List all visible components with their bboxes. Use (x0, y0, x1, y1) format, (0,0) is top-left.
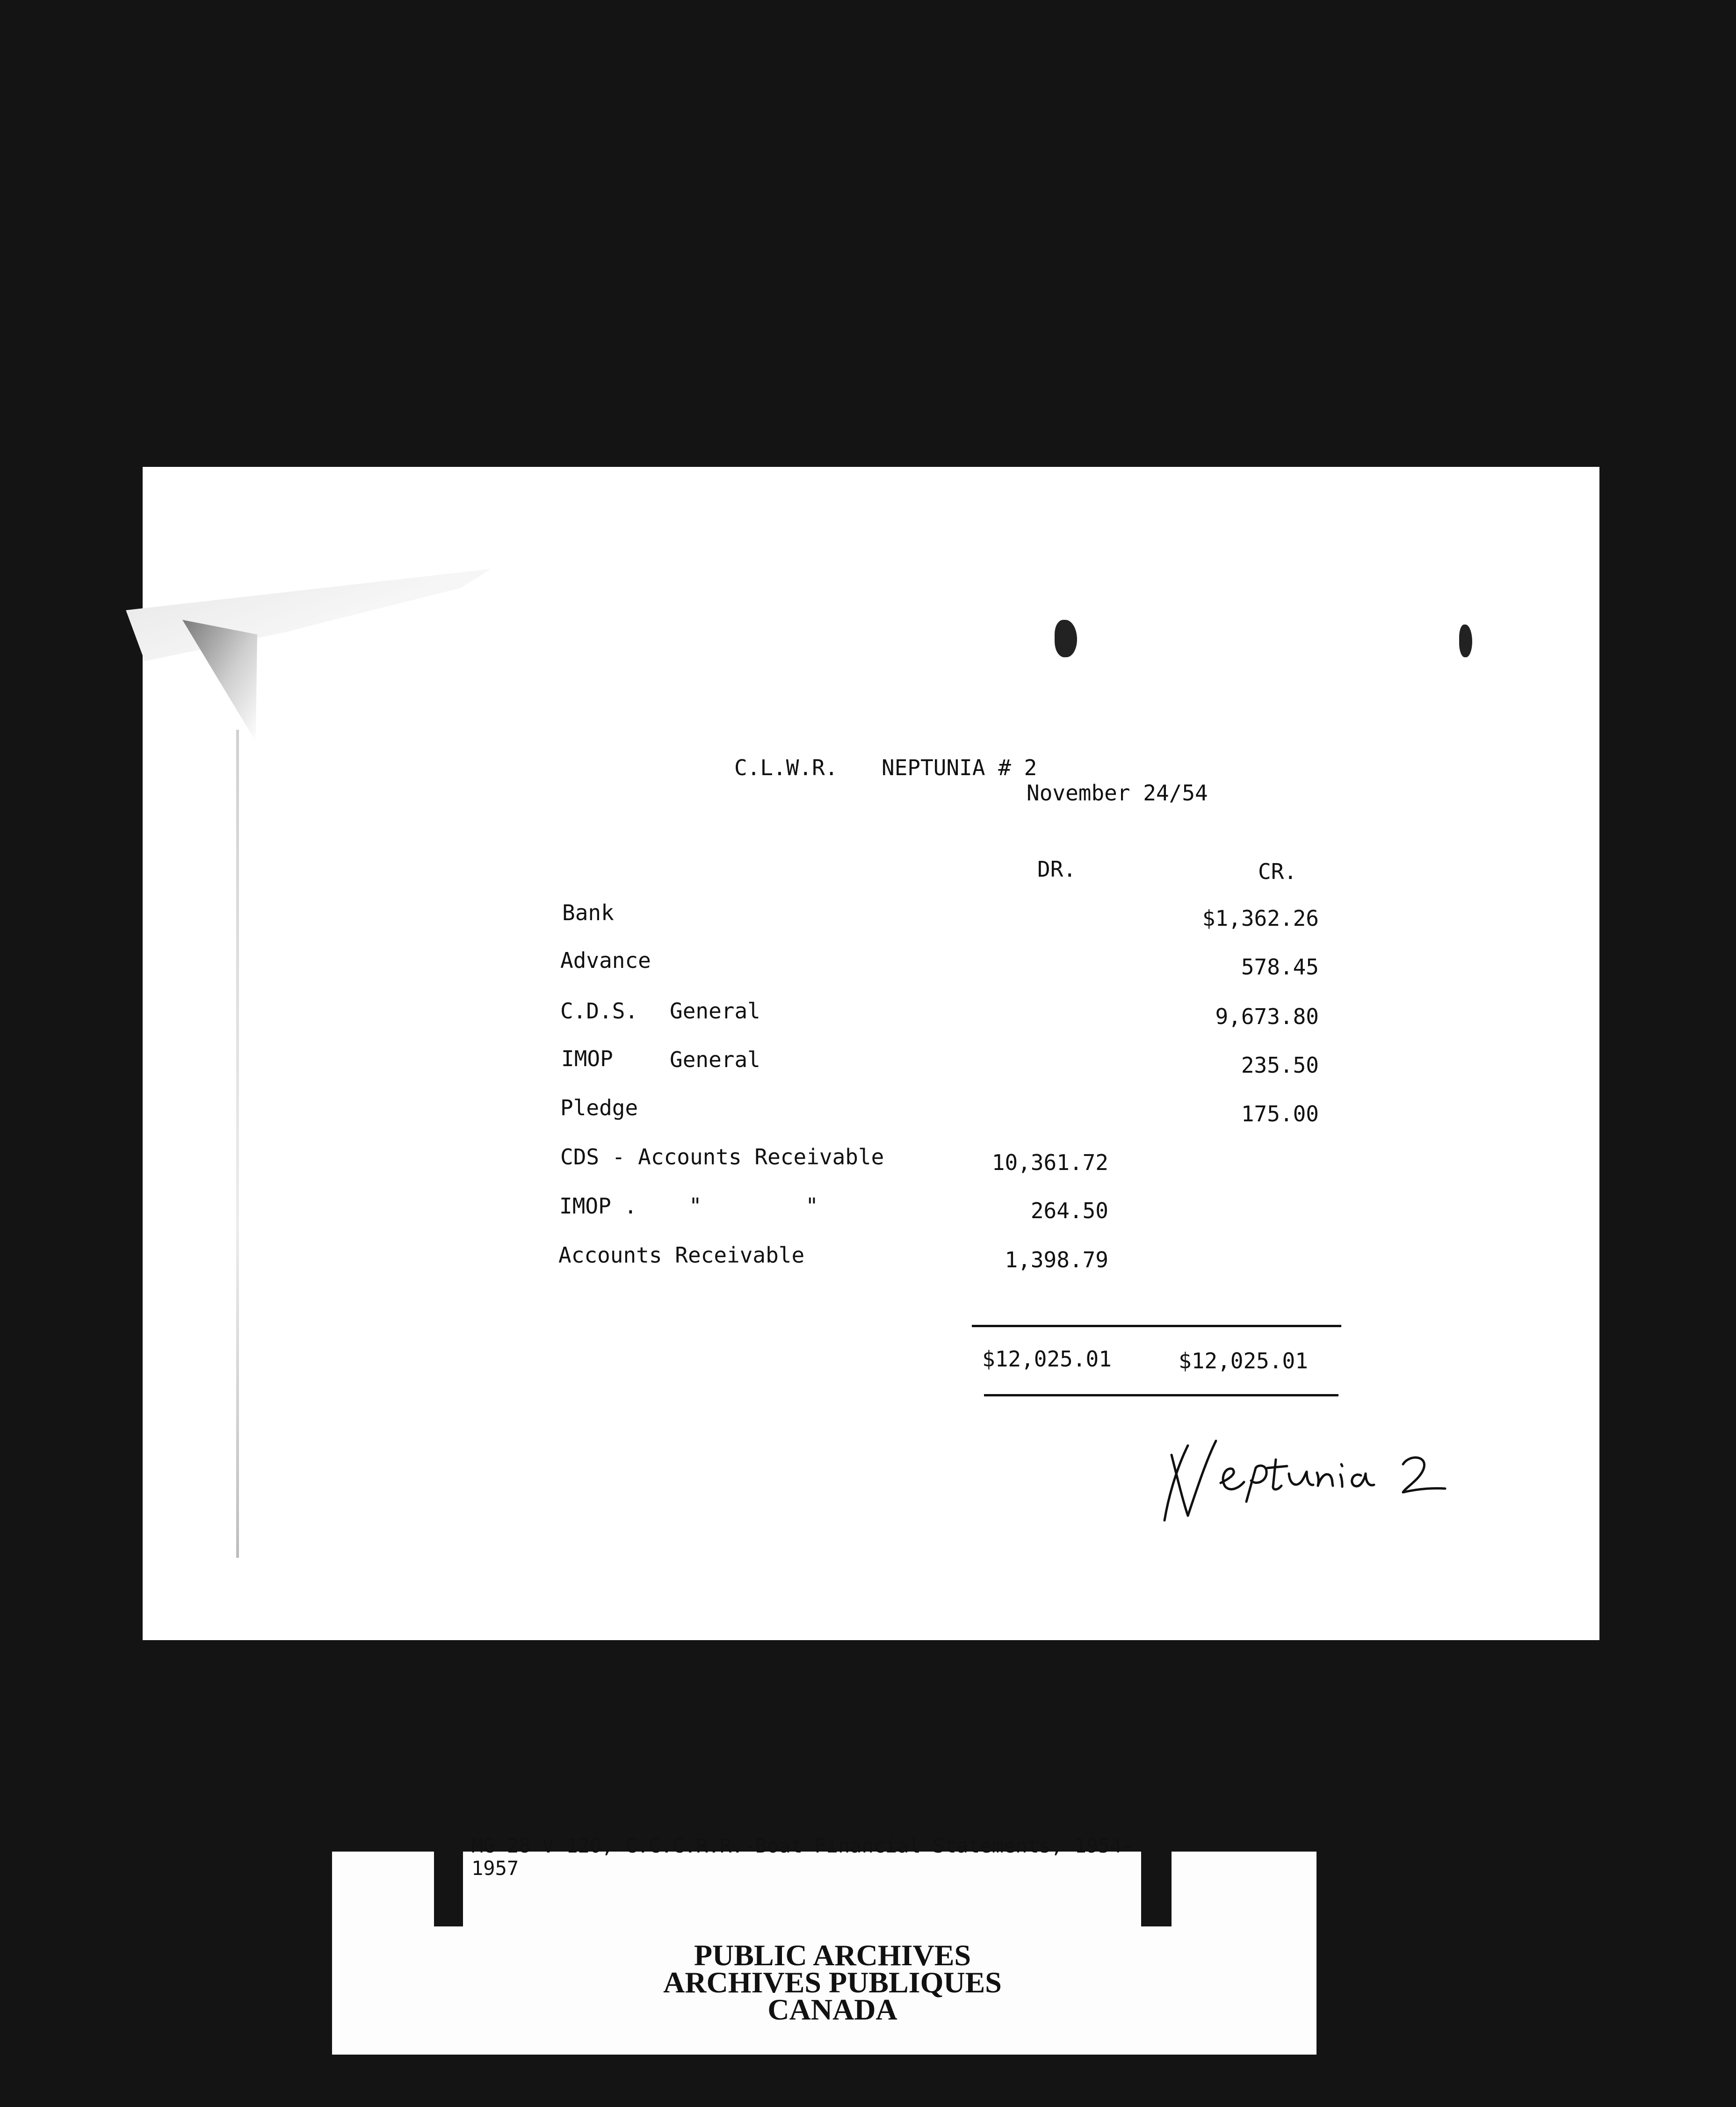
total-dr: $12,025.01 (982, 1346, 1112, 1372)
vessel-name: NEPTUNIA # 2 (882, 755, 1037, 780)
row-cr: 9,673.80 (1215, 1004, 1319, 1029)
row-account: IMOP . " " (559, 1193, 818, 1219)
row-account: C.D.S. (560, 998, 638, 1024)
row-dr: 264.50 (1030, 1198, 1108, 1223)
row-dr: 10,361.72 (991, 1150, 1108, 1175)
row-account: CDS - Accounts Receivable (560, 1144, 884, 1170)
ink-blot (1459, 625, 1472, 657)
row-sub: General (670, 1047, 760, 1072)
handwritten-note (1150, 1427, 1454, 1530)
row-cr: 175.00 (1241, 1101, 1319, 1126)
org-name: C.L.W.R. (734, 755, 838, 780)
total-rule-bottom (984, 1394, 1338, 1396)
row-account: Pledge (560, 1095, 638, 1120)
row-account: IMOP (561, 1046, 613, 1071)
label-tab (1141, 1852, 1172, 1926)
row-sub: General (670, 998, 760, 1024)
stamp-line: ARCHIVES PUBLIQUES (663, 1966, 1002, 1999)
archive-reference: MG 28 V 120, C.C.C.R.R.-Boat Financial Statements, 1954-1957 (471, 1834, 1134, 1880)
row-cr: 235.50 (1241, 1053, 1319, 1078)
cr-heading: CR. (1258, 859, 1297, 884)
row-dr: 1,398.79 (1005, 1247, 1108, 1272)
left-crease (236, 730, 239, 1558)
stamp-line: PUBLIC ARCHIVES (694, 1939, 971, 1972)
ink-blot (1055, 620, 1077, 657)
row-cr: $1,362.26 (1202, 906, 1319, 931)
label-tab (434, 1852, 463, 1926)
row-account: Accounts Receivable (558, 1242, 805, 1268)
dr-heading: DR. (1037, 857, 1077, 882)
stamp-line: CANADA (767, 1993, 897, 2026)
row-cr: 578.45 (1241, 954, 1319, 980)
statement-date: November 24/54 (1027, 780, 1208, 806)
row-account: Advance (560, 948, 651, 973)
total-cr: $12,025.01 (1179, 1348, 1308, 1373)
total-rule-top (972, 1325, 1341, 1327)
row-account: Bank (562, 900, 614, 925)
